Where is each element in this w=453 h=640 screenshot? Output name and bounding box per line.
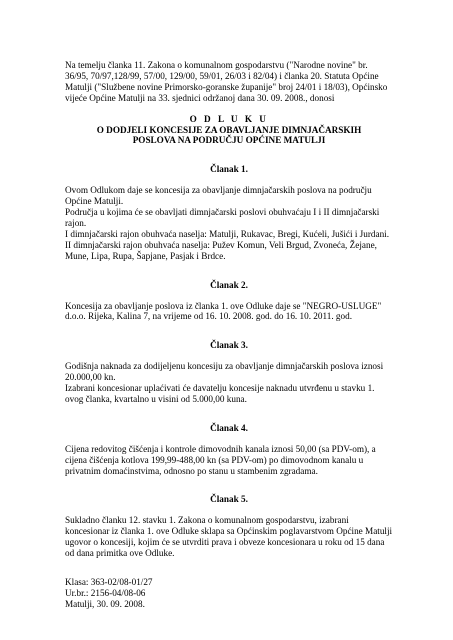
article-paragraph: I dimnjačarski rajon obuhvaća naselja: Matulji, Rukavac, Bregi, Kućeli, Jušići i Jurdani. (65, 228, 390, 239)
article-heading: Članak 1. (210, 164, 248, 175)
subtitle-line-2: POSLOVA NA PODRUČJU OPĆINE MATULJI (132, 135, 326, 146)
article-paragraph: II dimnjačarski rajon obuhvaća naselja: Pužev Komun, Veli Brgud, Zvoneća, Žejane, Mune, Lipa, Rupa, Šapjane, Pasjak i Brdce. (65, 239, 377, 261)
article-heading: Članak 4. (210, 422, 248, 433)
article-paragraph: Izabrani koncesionar uplaćivati će davatelju koncesije naknadu utvrđenu u stavku 1. ovog članka, kvartalno u visini od 5.000,00 kuna. (65, 383, 375, 404)
article-paragraph: Cijena redovitog čišćenja i kontrole dimovodnih kanala iznosi 50,00 (sa PDV-om), a cijena čišćenja kotlova 199,99-488,00 kn (sa PDV-om) po dimovodnom kanalu u privatnim domaćinstvima, odnosno po stanu u stambenim zgradama. (65, 443, 376, 476)
article-paragraph: Ovom Odlukom daje se koncesija za obavljanje dimnjačarskih poslova na području Općine Matulji. (65, 185, 372, 207)
article-3 (65, 340, 393, 405)
decision-subtitle (65, 125, 393, 147)
article-paragraph: Područja u kojima će se obavljati dimnjačarski poslovi obuhvaćaju I i II dimnjačarski rajon. (65, 207, 380, 228)
urbr-line: Ur.br.: 2156-04/08-06 (65, 587, 146, 598)
article-heading: Članak 2. (210, 279, 248, 290)
article-1 (65, 164, 393, 261)
intro-paragraph: Na temelju članka 11. Zakona o komunalnom gospodarstvu ("Narodne novine" br. 36/95, 70/97,128/99, 57/00, 129/00, 59/01, 26/03 i 82/04) i članka 20. Statuta Općine Matulji ("Službene novine Primorsko-goranske županije" broj 24/01 i 18/03), Općinsko vijeće Općine Matulji na 33. sjednici održanoj dana 30. 09. 2008., donosi (65, 60, 388, 103)
article-heading: Članak 5. (210, 494, 248, 505)
article-paragraph: Sukladno članku 12. stavku 1. Zakona o komunalnom gospodarstvu, izabrani koncesionar iz članka 1. ove Odluke sklapa sa Općinskim poglavarstvom Općine Matulji ugovor o koncesiji, kojim će se utvrditi prava i obveze koncesionara u roku od 15 dana od dana primitka ove Odluke. (65, 515, 393, 559)
decision-title: O D L U K U (189, 113, 269, 124)
article-2 (65, 280, 393, 323)
article-paragraph: Godišnja naknada za dodijeljenu koncesiju za obavljanje dimnjačarskih poslova iznosi 20.000,00 kn. (65, 361, 384, 383)
subtitle-line-1: O DODJELI KONCESIJE ZA OBAVLJANJE DIMNJAČARSKIH (96, 124, 362, 135)
article-4 (65, 423, 393, 477)
place-date-line: Matulji, 30. 09. 2008. (65, 598, 145, 609)
signature-block (65, 577, 393, 610)
article-heading: Članak 3. (210, 340, 248, 351)
klasa-line: Klasa: 363-02/08-01/27 (65, 577, 153, 587)
article-paragraph: Koncesija za obavljanje poslova iz članka 1. ove Odluke daje se "NEGRO-USLUGE" d.o.o. Rijeka, Kalina 7, na vrijeme od 16. 10. 2008. god. do 16. 10. 2011. god. (65, 300, 382, 322)
article-5 (65, 494, 393, 559)
